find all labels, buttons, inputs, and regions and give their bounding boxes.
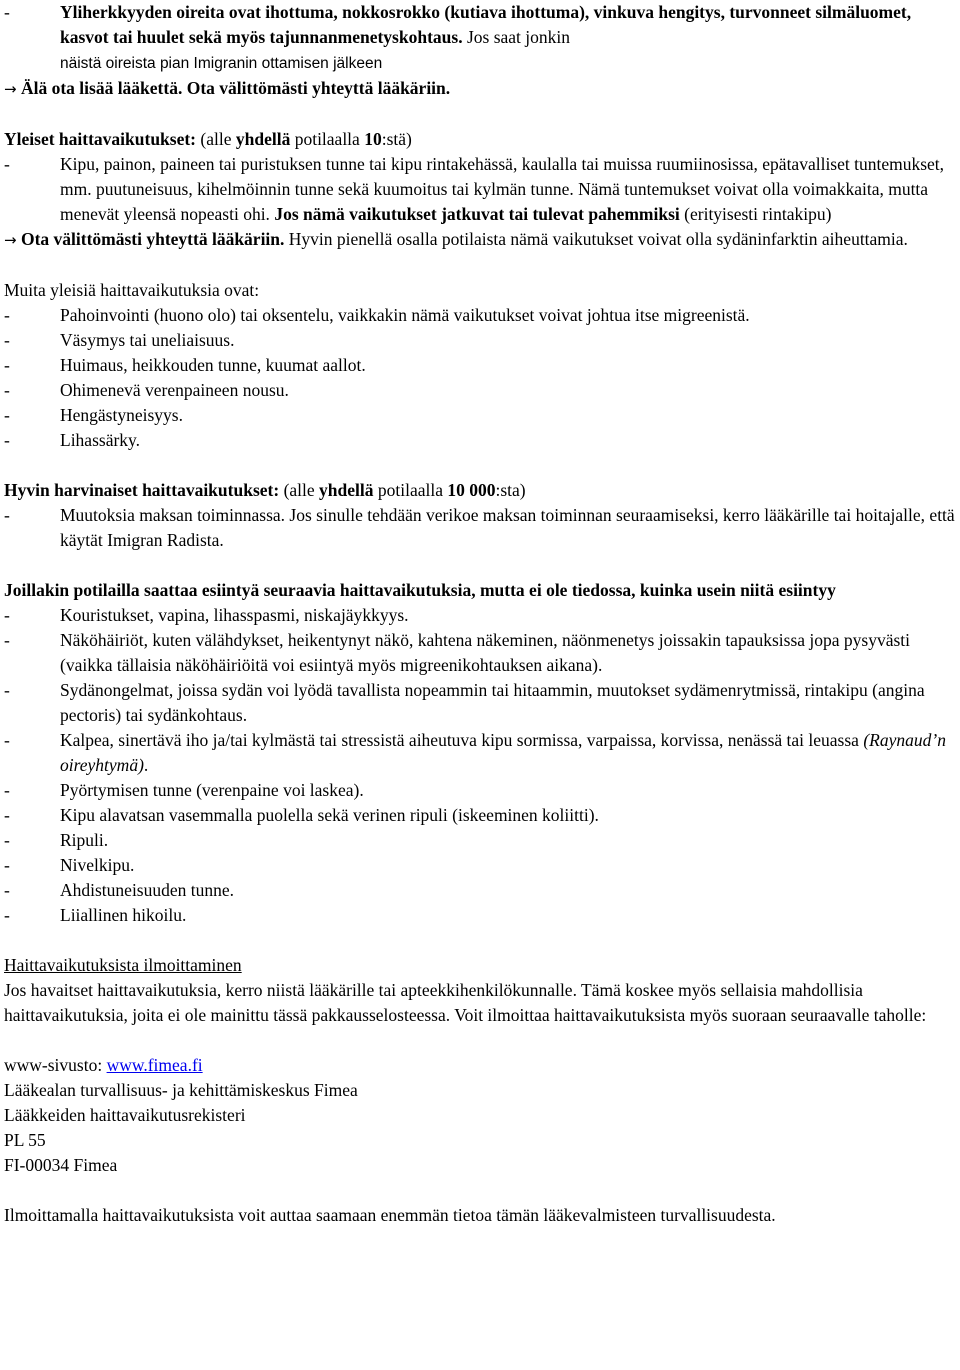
list-item: Ripuli. [60, 830, 109, 850]
common-action: → Ota välittömästi yhteyttä lääkäriin. Hyvin pienellä osalla potilaista nämä vaikutukset voivat olla sydäninfarktin aiheuttamia. [4, 229, 908, 249]
list-dash: - [4, 2, 10, 22]
list-item: Näköhäiriöt, kuten välähdykset, heikentynyt näkö, kahtena näkeminen, näönmenetys joissakin tapauksissa jopa pysyvästi (vaikka tällaisia näköhäiriöitä voi esiintyä myös migreenikohtauksen aikana). [60, 630, 911, 675]
list-item: Sydänongelmat, joissa sydän voi lyödä tavallista nopeammin tai hitaammin, muutokset sydämenrytmissä, rintakipu (angina pectoris) tai sydänkohtaus. [60, 680, 925, 725]
hypersensitivity-item [4, 0, 956, 76]
list-item: Lihassärky. [60, 430, 141, 450]
other-common-heading: Muita yleisiä haittavaikutuksia ovat: [4, 280, 260, 300]
list-item: Hengästyneisyys. [60, 405, 183, 425]
list-item: Kipu alavatsan vasemmalla puolella sekä verinen ripuli (iskeeminen koliitti). [60, 805, 599, 825]
list-item: Nivelkipu. [60, 855, 135, 875]
hypersensitivity-rest: Jos saat jonkin [462, 27, 571, 47]
reporting-heading: Haittavaikutuksista ilmoittaminen [4, 955, 242, 975]
address-line: PL 55 [4, 1130, 46, 1150]
list-item: Kalpea, sinertävä iho ja/tai kylmästä tai stressistä aiheutuva kipu sormissa, varpaissa, korvissa, nenässä tai leuassa (Raynaud’n oireyhtymä). [60, 730, 946, 775]
list-item: Kouristukset, vapina, lihasspasmi, niskajäykkyys. [60, 605, 409, 625]
arrow-right-icon: → [4, 231, 17, 249]
reporting-paragraph: Jos havaitset haittavaikutuksia, kerro niistä lääkärille tai apteekkihenkilökunnalle. Tämä koskee myös sellaisia mahdollisia haittavaikutuksia, joita ei ole mainittu tässä pakkausselosteessa. Voit ilmoittaa haittavaikutuksista myös suoraan seuraavalle taholle: [4, 980, 927, 1025]
leaflet-page [4, 0, 956, 1228]
list-item: Ohimenevä verenpaineen nousu. [60, 380, 289, 400]
common-item: - Kipu, painon, paineen tai puristuksen tunne tai kipu rintakehässä, kaulalla tai muissa ruumiinosissa, epätavalliset tuntemukset, mm. puutuneisuus, kihelmöinnin tunne sekä kuumoitus tai kylmän tunne. Nämä tuntemukset voivat olla voimakkaita, mutta menevät yleensä nopeasti ohi. Jos nämä vaikutukset jatkuvat tai tulevat pahemmiksi (erityisesti rintakipu) [4, 154, 945, 224]
very-rare-item: - Muutoksia maksan toiminnassa. Jos sinulle tehdään verikoe maksan toiminnan seuraamiseksi, kerro lääkärille tai hoitajalle, että käytät Imigran Radista. [4, 503, 956, 553]
address-line: Lääkkeiden haittavaikutusrekisteri [4, 1105, 246, 1125]
raynaud-term: (Raynaud’n oireyhtymä) [60, 730, 946, 775]
arrow-right-icon: → [4, 80, 17, 98]
common-item-warning: Jos nämä vaikutukset jatkuvat tai tulevat pahemmiksi [269, 204, 680, 224]
list-item: Muutoksia maksan toiminnassa. Jos sinulle tehdään verikoe maksan toiminnan seuraamiseksi, kerro lääkärille tai hoitajalle, että käytät Imigran Radista. [60, 505, 955, 550]
fimea-link[interactable]: www.fimea.fi [106, 1055, 203, 1075]
list-item: Pahoinvointi (huono olo) tai oksentelu, vaikkakin nämä vaikutukset voivat johtua itse migreenistä. [60, 305, 750, 325]
very-rare-heading: Hyvin harvinaiset haittavaikutukset: (alle yhdellä potilaalla 10 000:sta) [4, 480, 526, 500]
list-item: Huimaus, heikkouden tunne, kuumat aallot. [60, 355, 366, 375]
hypersensitivity-action [4, 76, 956, 102]
common-item-text: Kipu, painon, paineen tai puristuksen tunne tai kipu rintakehässä, kaulalla tai muissa ruumiinosissa, epätavalliset tuntemukset, mm. puutuneisuus, kihelmöinnin tunne sekä kuumoitus tai kylmän tunne. Nämä tuntemukset voivat olla voimakkaita, mutta menevät yleensä nopeasti ohi. [60, 154, 945, 224]
list-item: Ahdistuneisuuden tunne. [60, 880, 235, 900]
action-text: Älä ota lisää lääkettä. Ota välittömästi yhteyttä lääkäriin. [20, 78, 451, 98]
hypersensitivity-symptoms: Yliherkkyyden oireita ovat ihottuma, nokkosrokko (kutiava ihottuma), vinkuva hengitys, turvonneet silmäluomet, kasvot tai huulet sekä myös tajunnanmenetyskohtaus. [60, 2, 912, 47]
list-item: Pyörtymisen tunne (verenpaine voi laskea). [60, 780, 364, 800]
unknown-list: - Kouristukset, vapina, lihasspasmi, niskajäykkyys. - Näköhäiriöt, kuten välähdykset, heikentynyt näkö, kahtena näkeminen, näönmenetys joissakin tapauksissa jopa pysyvästi (vaikka tällaisia näköhäiriöitä voi esiintyä myös migreenikohtauksen aikana). - Sydänongelmat, joissa sydän voi lyödä tavallista nopeammin tai hitaammin, muutokset sydämenrytmissä, rintakipu (angina pectoris) tai sydänkohtaus. - Kalpea, sinertävä iho ja/tai kylmästä tai stressistä aiheutuva kipu sormissa, varpaissa, korvissa, nenässä tai leuassa (Raynaud’n oireyhtymä). - Pyörtymisen tunne (verenpaine voi laskea). - Kipu alavatsan vasemmalla puolella sekä verinen ripuli (iskeeminen koliitti). - Ripuli. - Nivelkipu. - Ahdistuneisuuden tunne. - Liiallinen hikoilu. [4, 603, 956, 928]
closing-paragraph: Ilmoittamalla haittavaikutuksista voit auttaa saamaan enemmän tietoa tämän lääkevalmisteen turvallisuudesta. [4, 1205, 776, 1225]
common-heading: Yleiset haittavaikutukset: (alle yhdellä potilaalla 10:stä) [4, 129, 412, 149]
address-line: Lääkealan turvallisuus- ja kehittämiskeskus Fimea [4, 1080, 358, 1100]
address-line: FI-00034 Fimea [4, 1155, 118, 1175]
list-item: Liiallinen hikoilu. [60, 905, 187, 925]
other-common-list: - Pahoinvointi (huono olo) tai oksentelu, vaikkakin nämä vaikutukset voivat johtua itse migreenistä. - Väsymys tai uneliaisuus. - Huimaus, heikkouden tunne, kuumat aallot. - Ohimenevä verenpaineen nousu. - Hengästyneisyys. - Lihassärky. [4, 303, 956, 453]
unknown-heading: Joillakin potilailla saattaa esiintyä seuraavia haittavaikutuksia, mutta ei ole tiedossa, kuinka usein niitä esiintyy [4, 580, 836, 600]
website-line: www-sivusto: www.fimea.fi [4, 1055, 203, 1075]
hypersensitivity-line2: näistä oireista pian Imigranin ottamisen jälkeen [60, 55, 383, 72]
list-item: Väsymys tai uneliaisuus. [60, 330, 235, 350]
